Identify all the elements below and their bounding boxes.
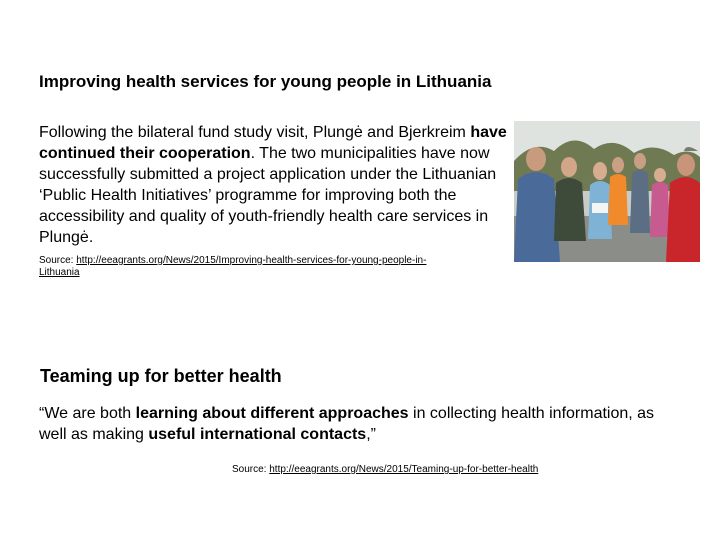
section1-text-1: Following the bilateral fund study visit, Plungė and Bjerkreim	[39, 124, 471, 141]
section2-source-label: Source:	[232, 464, 270, 475]
section2-source-link[interactable]: http://eeagrants.org/News/2015/Teaming-up-for-better-health	[269, 464, 539, 475]
section2-text-3: ,”	[366, 426, 376, 443]
section1-text-2: . The two municipalities have now successfully submitted a project application under the Lithuanian ‘Public Health Initiatives’ programme for improving both the accessibility and quality of youth-friendly health care services in Plungė.	[39, 145, 497, 246]
section1-source-link[interactable]: http://eeagrants.org/News/2015/Improving-health-services-for-young-people-in-Lithuania	[39, 255, 427, 278]
section1-source	[39, 255, 459, 279]
section2-title: Teaming up for better health	[40, 366, 282, 386]
section1-paragraph	[39, 122, 509, 248]
group-of-people-photo	[514, 121, 700, 262]
section2-bold-2: useful international contacts	[148, 426, 367, 443]
section1-source-label: Source:	[39, 255, 77, 266]
section1-bold-1: have continued their cooperation	[39, 124, 507, 162]
section2-source	[232, 464, 538, 475]
section2-quote	[39, 403, 659, 445]
section1-title: Improving health services for young people in Lithuania	[39, 72, 492, 91]
section2-text-2: in collecting health information, as well as making	[39, 405, 655, 443]
section2-text-1: “We are both	[39, 405, 136, 422]
section2-bold-1: learning about different approaches	[135, 405, 409, 422]
